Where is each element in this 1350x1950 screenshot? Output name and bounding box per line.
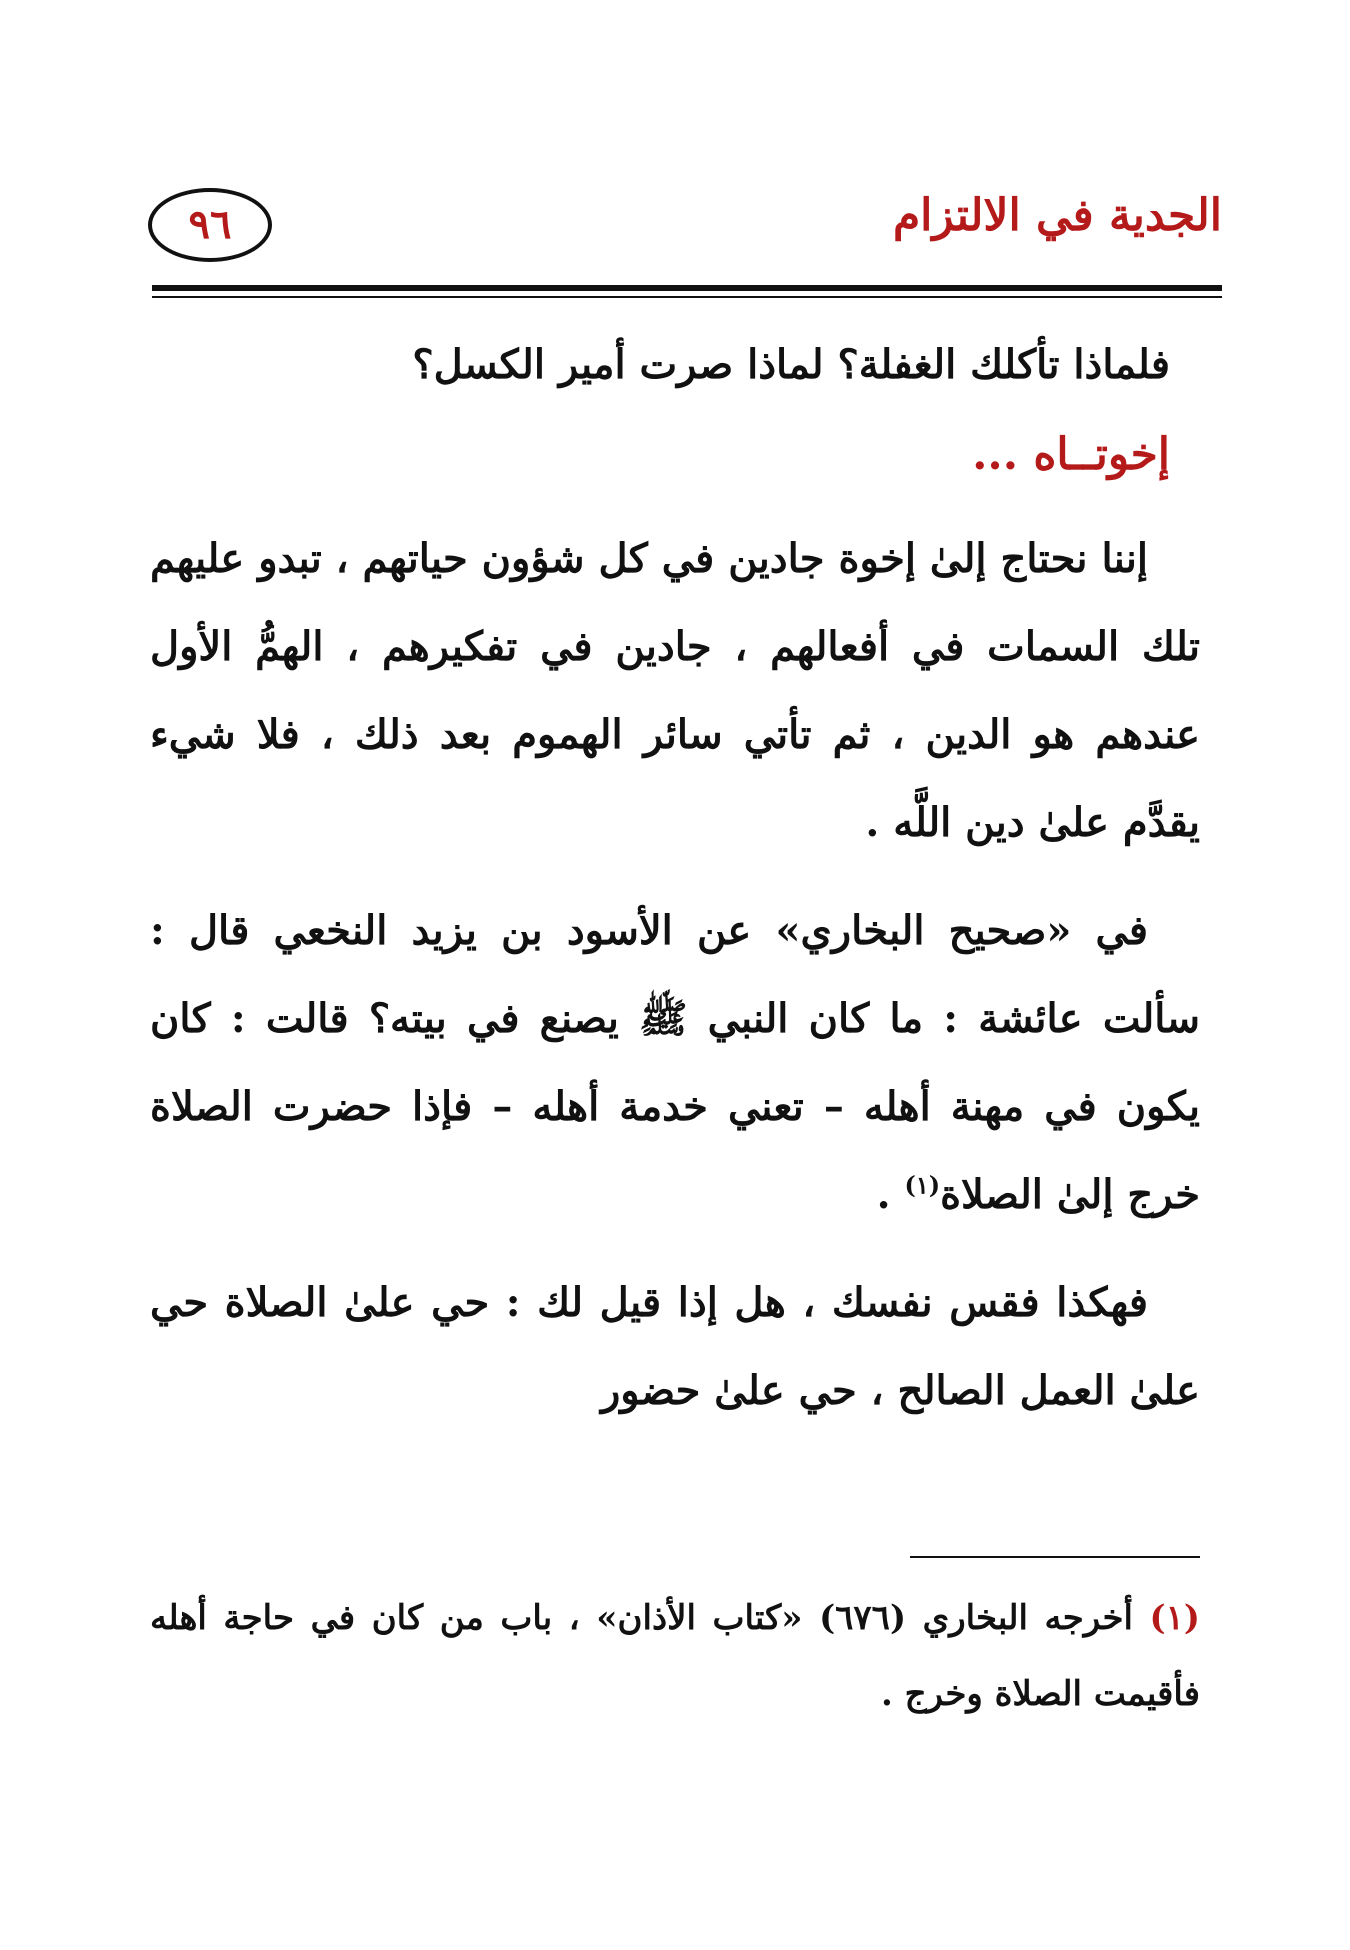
paragraph-2 <box>150 887 1200 1239</box>
question-line: فلماذا تأكلك الغفلة؟ لماذا صرت أمير الكسل؟ <box>412 341 1170 388</box>
paragraph-1 <box>150 515 1200 867</box>
page-number-oval <box>148 188 272 262</box>
paragraph-2-end: . <box>876 1171 905 1218</box>
footnote <box>150 1580 1200 1732</box>
section-heading <box>150 415 1170 495</box>
section-heading-text: إخوتــاه <box>1033 429 1170 480</box>
footnote-text: أخرجه البخاري (٦٧٦) «كتاب الأذان» ، باب من كان في حاجة أهله فأقيمت الصلاة وخرج . <box>150 1598 1200 1714</box>
footnote-marker: (١) <box>1149 1598 1200 1638</box>
page-header <box>148 178 1222 288</box>
paragraph-2-text: في «صحيح البخاري» عن الأسود بن يزيد النخعي قال : سألت عائشة : ما كان النبي ﷺ يصنع في بيته؟ قالت : كان يكون في مهنة أهله – تعني خدمة أهله – فإذا حضرت الصلاة خرج إلىٰ الصلاة <box>150 907 1200 1218</box>
running-title: الجدية في الالتزام <box>892 190 1222 241</box>
header-rule-thin <box>152 296 1222 298</box>
paragraph-3 <box>150 1259 1200 1435</box>
footnote-separator <box>910 1556 1200 1558</box>
paragraph-1-text: إننا نحتاج إلىٰ إخوة جادين في كل شؤون حياتهم ، تبدو عليهم تلك السمات في أفعالهم ، جادين في تفكيرهم ، الهمُّ الأول عندهم هو الدين ، ثم تأتي سائر الهموم بعد ذلك ، فلا شيء يقدَّم علىٰ دين اللَّه . <box>150 535 1200 846</box>
page-number: ٩٦ <box>188 201 232 248</box>
main-text <box>150 315 1200 1435</box>
paragraph-3-text: فهكذا فقس نفسك ، هل إذا قيل لك : حي علىٰ الصلاة حي علىٰ العمل الصالح ، حي علىٰ حضور <box>150 1279 1200 1414</box>
section-heading-dots: ... <box>972 429 1019 480</box>
footnote-reference[interactable]: (١) <box>904 1170 941 1200</box>
header-rule <box>152 285 1222 291</box>
